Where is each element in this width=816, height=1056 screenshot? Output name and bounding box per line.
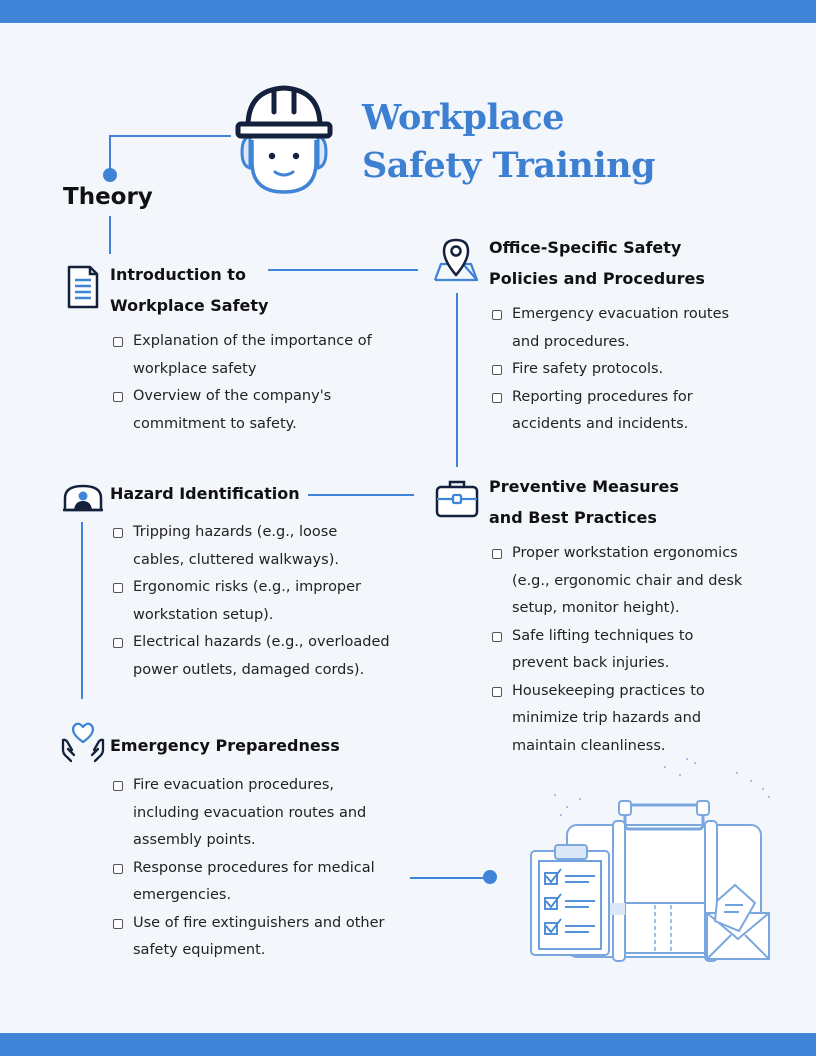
intro-item-list [111,328,372,438]
list-item: Ergonomic risks (e.g., improper workstation setup). [111,574,390,629]
intro-title-line-2: Workplace Safety [110,296,269,315]
preventive-title-line-2: and Best Practices [489,508,657,527]
office-item-list [490,301,729,439]
hazard-section-title: Hazard Identification [110,484,300,503]
preventive-item-list [490,540,742,760]
intro-title-line-1: Introduction to [110,265,246,284]
worker-helmet-icon [234,82,334,198]
bottom-accent-bar [0,1033,816,1056]
intro-office-connector [268,269,418,271]
hazard-emergency-connector [81,522,83,699]
intro-section-title [110,259,268,321]
emergency-item-list [111,772,384,965]
list-item: Housekeeping practices to minimize trip hazards and maintain cleanliness. [490,678,742,761]
emergency-section-title: Emergency Preparedness [110,736,340,755]
office-title-line-1: Office-Specific Safety [489,238,682,257]
map-pin-icon [433,237,479,283]
document-icon [66,264,100,310]
top-accent-bar [0,0,816,23]
connector-dot-end [483,870,497,884]
office-preventive-connector [456,293,458,467]
list-item: Fire safety protocols. [490,356,729,384]
office-title-line-2: Policies and Procedures [489,269,705,288]
list-item: Reporting procedures for accidents and incidents. [490,384,729,439]
hazard-item-list [111,519,390,684]
briefcase-icon [435,478,479,518]
list-item: Explanation of the importance of workplace safety [111,328,372,383]
list-item: Electrical hazards (e.g., overloaded power outlets, damaged cords). [111,629,390,684]
preventive-section-title [489,471,679,533]
safety-kit-illustration [525,755,775,965]
list-item: Safe lifting techniques to prevent back injuries. [490,623,742,678]
page-title-line-2: Safety Training [362,145,656,186]
page-title-line-1: Workplace [362,97,565,138]
list-item: Tripping hazards (e.g., loose cables, cluttered walkways). [111,519,390,574]
heart-hands-icon [60,720,106,764]
office-section-title [489,232,705,294]
list-item: Proper workstation ergonomics (e.g., ergonomic chair and desk setup, monitor height). [490,540,742,623]
theory-connector-line [109,216,111,254]
hazard-preventive-connector [308,494,414,496]
list-item: Fire evacuation procedures, including evacuation routes and assembly points. [111,772,384,855]
list-item: Overview of the company's commitment to safety. [111,383,372,438]
preventive-title-line-1: Preventive Measures [489,477,679,496]
list-item: Emergency evacuation routes and procedures. [490,301,729,356]
list-item: Response procedures for medical emergencies. [111,855,384,910]
list-item: Use of fire extinguishers and other safety equipment. [111,910,384,965]
theory-heading: Theory [63,184,153,210]
person-id-icon [61,483,105,513]
connector-dot [103,168,117,182]
emergency-image-connector [410,877,486,879]
page-title [362,94,655,190]
title-connector-line [109,135,231,137]
